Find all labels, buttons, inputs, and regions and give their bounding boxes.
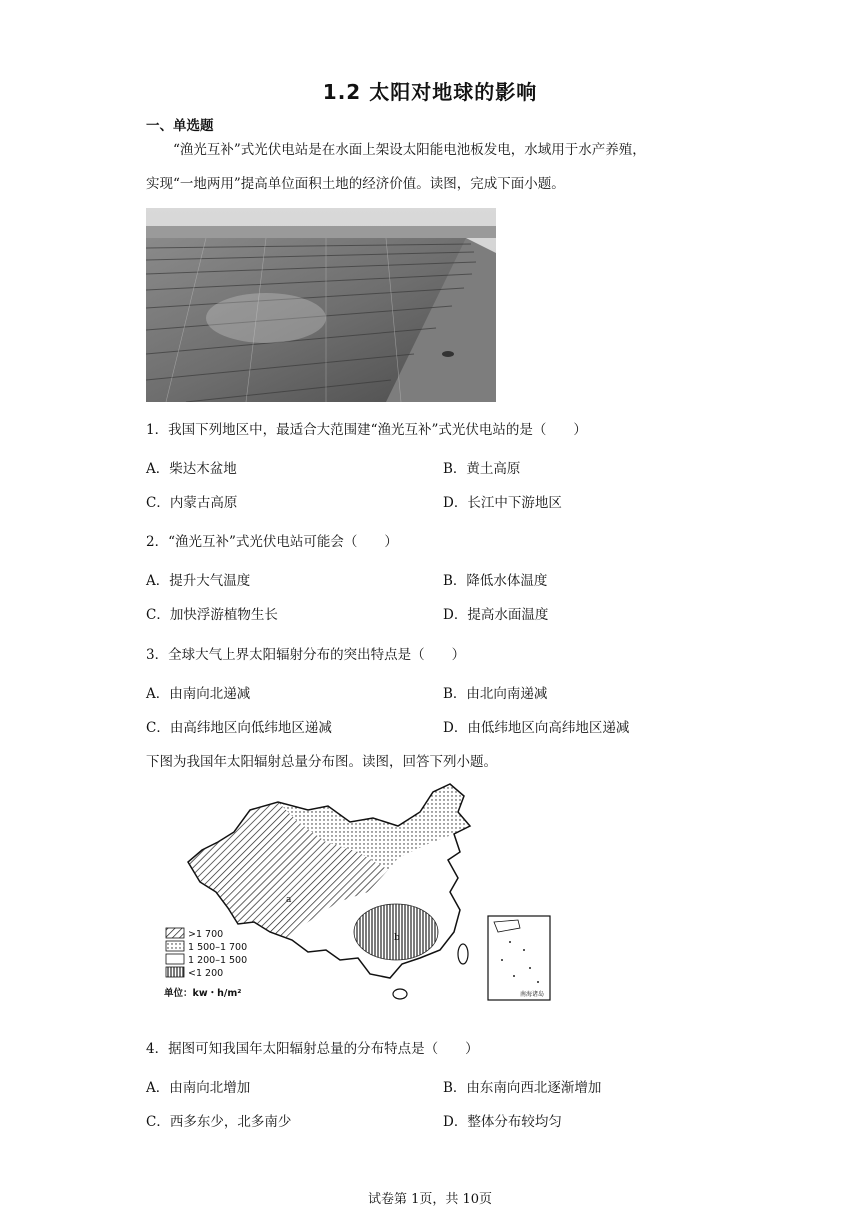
legend-1500-1700: 1 500–1 700	[188, 942, 248, 953]
q1-option-c[interactable]: C．内蒙古高原	[146, 495, 238, 511]
solar-radiation-map	[158, 782, 554, 1004]
question-2: 2．“渔光互补”式光伏电站可能会（ ）	[146, 534, 398, 550]
question-1: 1．我国下列地区中，最适合大范围建“渔光互补”式光伏电站的是（ ）	[146, 422, 587, 438]
section-heading: 一、单选题	[146, 118, 214, 134]
page-footer: 试卷第 1页，共 10页	[367, 1192, 493, 1207]
intro-paragraph	[146, 133, 726, 201]
q1-option-a[interactable]: A．柴达木盆地	[146, 461, 237, 477]
map-label-a: a	[286, 895, 292, 905]
intro-line-2: 实现“一地两用”提高单位面积土地的经济价值。读图，完成下面小题。	[146, 176, 565, 192]
legend-unit: 单位：kw・h/m²	[164, 988, 242, 999]
q3-option-d[interactable]: D．由低纬地区向高纬地区递减	[443, 720, 630, 736]
map-legend	[164, 928, 247, 999]
region-under-1200	[354, 904, 438, 960]
q3-option-a[interactable]: A．由南向北递减	[146, 686, 251, 702]
q3-option-b[interactable]: B．由北向南递减	[443, 686, 548, 702]
question-4: 4．据图可知我国年太阳辐射总量的分布特点是（ ）	[146, 1041, 479, 1057]
solar-panel-photo	[146, 208, 496, 402]
q2-option-c[interactable]: C．加快浮游植物生长	[146, 607, 278, 623]
q3-option-c[interactable]: C．由高纬地区向低纬地区递减	[146, 720, 332, 736]
south-china-sea-inset	[488, 916, 550, 1000]
q1-option-d[interactable]: D．长江中下游地区	[443, 495, 562, 511]
question-3: 3．全球大气上界太阳辐射分布的突出特点是（ ）	[146, 647, 466, 663]
q4-option-c[interactable]: C．西多东少，北多南少	[146, 1114, 292, 1130]
q4-option-b[interactable]: B．由东南向西北逐渐增加	[443, 1080, 602, 1096]
q4-option-a[interactable]: A．由南向北增加	[146, 1080, 251, 1096]
map-intro: 下图为我国年太阳辐射总量分布图。读图，回答下列小题。	[146, 754, 497, 770]
legend-1200-1500: 1 200–1 500	[188, 955, 248, 966]
page-title: 1.2 太阳对地球的影响	[322, 80, 538, 104]
q2-option-b[interactable]: B．降低水体温度	[443, 573, 548, 589]
legend-over-1700: >1 700	[188, 929, 224, 940]
intro-line-1: “渔光互补”式光伏电站是在水面上架设太阳能电池板发电，水域用于水产养殖，	[173, 142, 646, 158]
q1-option-b[interactable]: B．黄土高原	[443, 461, 521, 477]
inset-label: 南海诸岛	[519, 991, 544, 998]
q4-option-d[interactable]: D．整体分布较均匀	[443, 1114, 562, 1130]
legend-under-1200: <1 200	[188, 968, 224, 979]
q2-option-a[interactable]: A．提升大气温度	[146, 573, 251, 589]
q2-option-d[interactable]: D．提高水面温度	[443, 607, 549, 623]
map-label-b: b	[394, 933, 400, 943]
